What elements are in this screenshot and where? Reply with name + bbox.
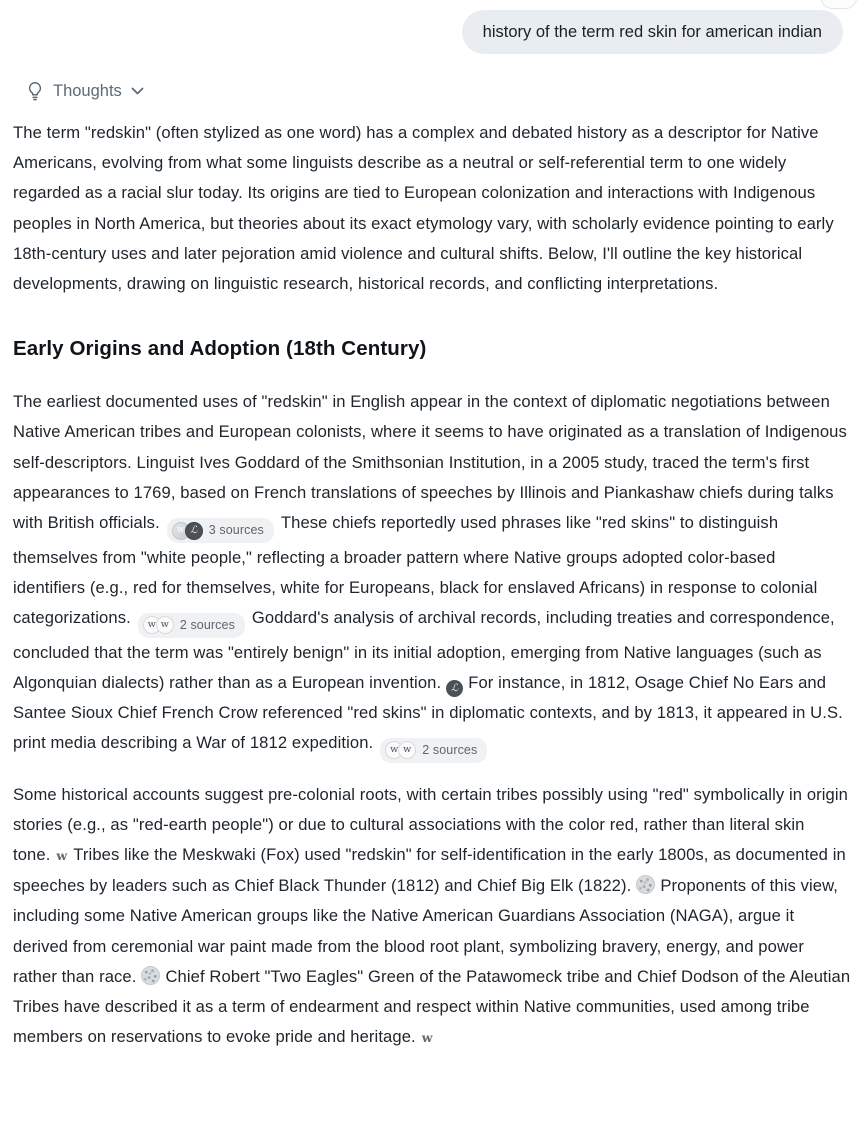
source-favicon[interactable]	[141, 966, 160, 985]
user-message-bubble: history of the term red skin for american indian	[462, 10, 843, 54]
wikipedia-favicon: w	[156, 616, 174, 634]
paragraph-text: Some historical accounts suggest pre-colonial roots, with certain tribes possibly using "red" symbolically in origin stories (e.g., as "red-earth people") or due to cultural associations with the color red, rather than literal skin tone.	[13, 784, 848, 864]
wikipedia-favicon: w	[143, 616, 161, 634]
paragraph-text: For instance, in 1812, Osage Chief No Ears and Santee Sioux Chief French Crow referenced "red skins" in diplomatic contexts, and by 1813, it appeared in U.S. print media describing a War of 1812 expedition.	[13, 672, 843, 753]
paragraph-text: Proponents of this view, including some Native American groups like the Native American Guardians Association (NAGA), argue it derived from ceremonial war paint made from the blood root plant, symbolizing bravery, energy, and power rather than race.	[13, 876, 838, 986]
paragraph-text: Goddard's analysis of archival records, including treaties and correspondence, concluded that the term was "entirely benign" in its initial adoption, emerging from Native languages (such as Algonquian dialects) rather than as a European invention.	[13, 608, 835, 692]
citation-count-label: 3 sources	[208, 523, 264, 538]
favicon-stack	[385, 741, 416, 759]
wikipedia-favicon[interactable]: w	[56, 847, 68, 863]
paragraph-text: The earliest documented uses of "redskin" in English appear in the context of diplomatic negotiations between Native American tribes and European colonists, where it seems to have originated as a translation of Indigenous self-descriptors. Linguist Ives Goddard of the Smithsonian Institution, in a 2005 study, traced the term's first appearances to 1769, based on French translations of speeches by Illinois and Piankashaw chiefs during talks with British officials.	[13, 392, 847, 533]
wikipedia-favicon: w	[398, 741, 416, 759]
paragraph-text: These chiefs reportedly used phrases like "red skins" to distinguish themselves from "white people," reflecting a broader pattern where Native groups adopted color-based identifiers (e.g., red for themselves, white for Europeans, black for enslaved Africans) in response to colonial categorizations.	[13, 513, 818, 628]
source-citation-chip[interactable]	[167, 518, 274, 543]
source-favicon: ℒ	[185, 522, 203, 540]
paragraph-text: Tribes like the Meskwaki (Fox) used "redskin" for self-identification in the early 1800s, as documented in speeches by leaders such as Chief Black Thunder (1812) and Chief Big Elk (1822).	[13, 844, 846, 896]
citation-count-label: 2 sources	[422, 742, 478, 757]
thoughts-label: Thoughts	[53, 81, 122, 100]
paragraph-text: Chief Robert "Two Eagles" Green of the Patawomeck tribe and Chief Dodson of the Aleutian Tribes have described it as a term of endearment and respect within Native communities, used among tribe members on reservations to evoke pride and heritage.	[13, 966, 851, 1047]
source-favicon[interactable]	[636, 875, 655, 894]
wikipedia-favicon: w	[385, 741, 403, 759]
chevron-down-icon	[131, 87, 144, 96]
citation-count-label: 2 sources	[179, 617, 235, 632]
wikipedia-favicon[interactable]: w	[421, 1030, 433, 1046]
intro-paragraph: The term "redskin" (often stylized as one word) has a complex and debated history as a descriptor for Native Americans, evolving from what some linguists describe as a neutral or self-referential term to one widely regarded as a racial slur today. Its origins are tied to European colonization and interactions with Indigenous peoples in North America, but theories about its exact etymology vary, with scholarly evidence pointing to early 18th-century uses and later pejoration amid violence and cultural shifts. Below, I'll outline the key historical developments, drawing on linguistic research, historical records, and conflicting interpretations.	[13, 123, 834, 294]
favicon-stack	[143, 616, 174, 634]
source-citation-chip[interactable]	[138, 613, 245, 638]
source-favicon: w	[172, 522, 190, 540]
user-message-row	[0, 0, 865, 54]
paragraph-early-origins	[13, 387, 852, 762]
favicon-stack	[172, 522, 203, 540]
lightbulb-icon	[26, 81, 44, 101]
source-citation-chip[interactable]	[380, 738, 487, 763]
thoughts-toggle[interactable]	[26, 81, 852, 101]
paragraph-precolonial-roots	[13, 780, 852, 1054]
section-heading: Early Origins and Adoption (18th Century)	[13, 337, 427, 361]
source-favicon[interactable]: ℒ	[446, 680, 463, 697]
